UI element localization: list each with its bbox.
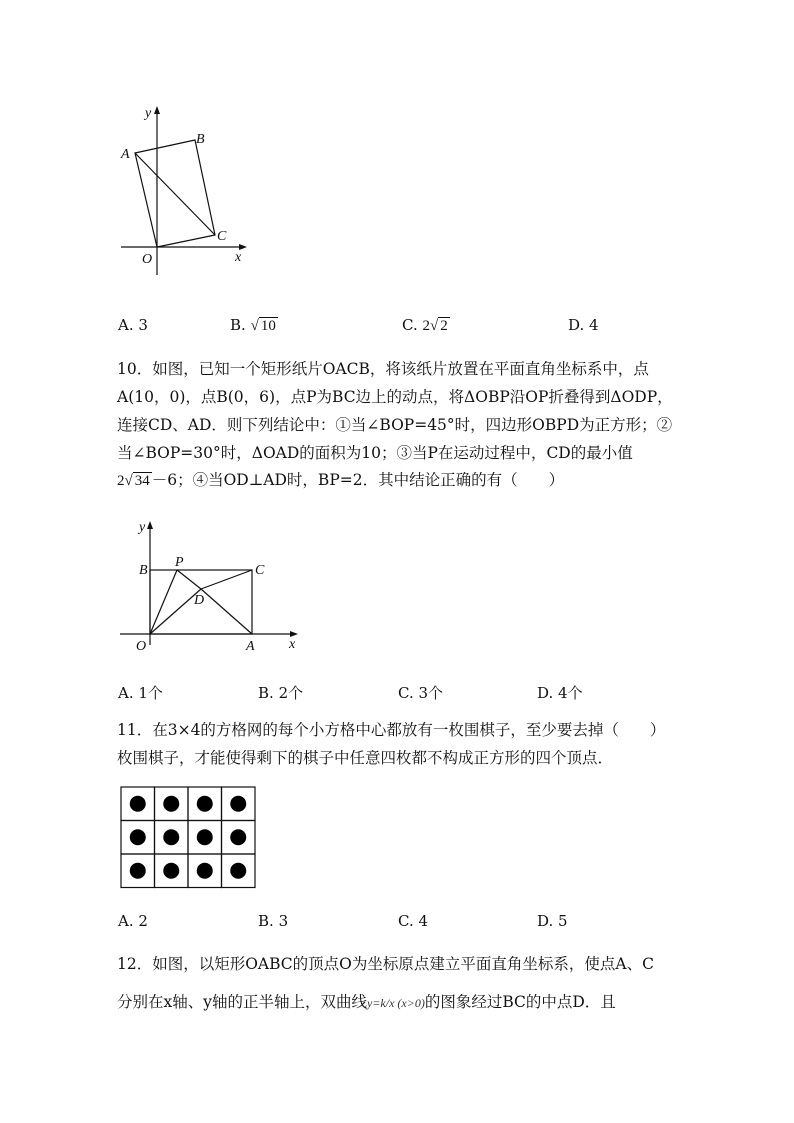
go-stone <box>130 829 146 845</box>
q9-option-d[interactable]: D. 4 <box>568 316 599 334</box>
q10-option-d[interactable]: D. 4个 <box>537 684 583 702</box>
q11-option-d[interactable]: D. 5 <box>537 912 568 930</box>
go-stone <box>197 829 213 845</box>
go-stone <box>163 796 179 812</box>
go-stone <box>163 863 179 879</box>
q10-line-5: 2√ 34 －6；④当OD⊥AD时，BP=2．其中结论正确的有（ ） <box>117 471 565 489</box>
q10-option-c[interactable]: C. 3个 <box>398 684 444 702</box>
q10-option-a[interactable]: A. 1个 <box>118 684 163 702</box>
go-stone <box>163 829 179 845</box>
go-stone-grid <box>120 786 256 888</box>
q11-option-a[interactable]: A. 2 <box>118 912 148 930</box>
q12-line-2: 分别在x轴、y轴的正半轴上，双曲线y=k/x (x>0)的图象经过BC的中点D．且 <box>117 993 616 1011</box>
figure-rectangle-oacb-rotated <box>115 100 255 270</box>
segment-ad <box>201 589 252 634</box>
label-a: A <box>121 147 130 162</box>
go-stone <box>230 863 246 879</box>
q11-option-c[interactable]: C. 4 <box>398 912 429 930</box>
q10-line-3: 连接CD、AD．则下列结论中：①当∠BOP=45°时，四边形OBPD为正方形；② <box>117 416 673 434</box>
go-stone <box>197 796 213 812</box>
y-axis-arrow <box>154 106 160 114</box>
q10-line-2: A(10，0)，点B(0，6)，点P为BC边上的动点，将ΔOBP沿OP折叠得到ΔODP， <box>117 388 673 406</box>
label-o: O <box>142 252 153 267</box>
label-c: C <box>217 229 227 244</box>
q10-option-b[interactable]: B. 2个 <box>258 684 304 702</box>
y-axis-arrow <box>147 521 153 529</box>
q11-line-1: 11．在3×4的方格网的每个小方格中心都放有一枚围棋子，至少要去掉（ ） <box>117 721 666 739</box>
q11-option-b[interactable]: B. 3 <box>258 912 289 930</box>
label-y: y <box>145 106 152 121</box>
q10-line-4: 当∠BOP=30°时，ΔOAD的面积为10；③当P在运动过程中，CD的最小值 <box>117 444 633 462</box>
label-b: B <box>196 132 205 147</box>
label-c: C <box>255 563 265 578</box>
hyperbola-formula: y=k/x (x>0) <box>367 996 425 1010</box>
figure-rectangle-oacb-fold <box>115 515 305 655</box>
go-stone <box>230 829 246 845</box>
q9-option-a[interactable]: A. 3 <box>118 316 148 334</box>
segment-op <box>150 570 177 634</box>
segment-cd <box>201 570 252 589</box>
label-b: B <box>139 563 148 578</box>
q9-option-c[interactable]: C. 2√ 2 <box>402 316 448 334</box>
label-y: y <box>139 520 146 535</box>
label-a: A <box>246 639 255 654</box>
q12-line-1: 12．如图，以矩形OABC的顶点O为坐标原点建立平面直角坐标系，使点A、C <box>117 955 654 973</box>
q9-option-b[interactable]: B. √ 10 <box>230 316 276 334</box>
go-stone <box>197 863 213 879</box>
label-x: x <box>289 637 296 652</box>
label-o: O <box>136 639 147 654</box>
label-d: D <box>194 593 205 608</box>
q10-line-1: 10．如图，已知一个矩形纸片OACB，将该纸片放置在平面直角坐标系中，点 <box>117 360 649 378</box>
label-x: x <box>235 250 242 265</box>
q11-line-2: 枚围棋子，才能使得剩下的棋子中任意四枚都不构成正方形的四个顶点． <box>117 749 614 767</box>
go-stone <box>130 863 146 879</box>
go-stone <box>230 796 246 812</box>
diagonal-ac <box>135 153 215 235</box>
label-p: P <box>175 555 184 570</box>
go-stone <box>130 796 146 812</box>
segment-pd <box>177 570 201 589</box>
